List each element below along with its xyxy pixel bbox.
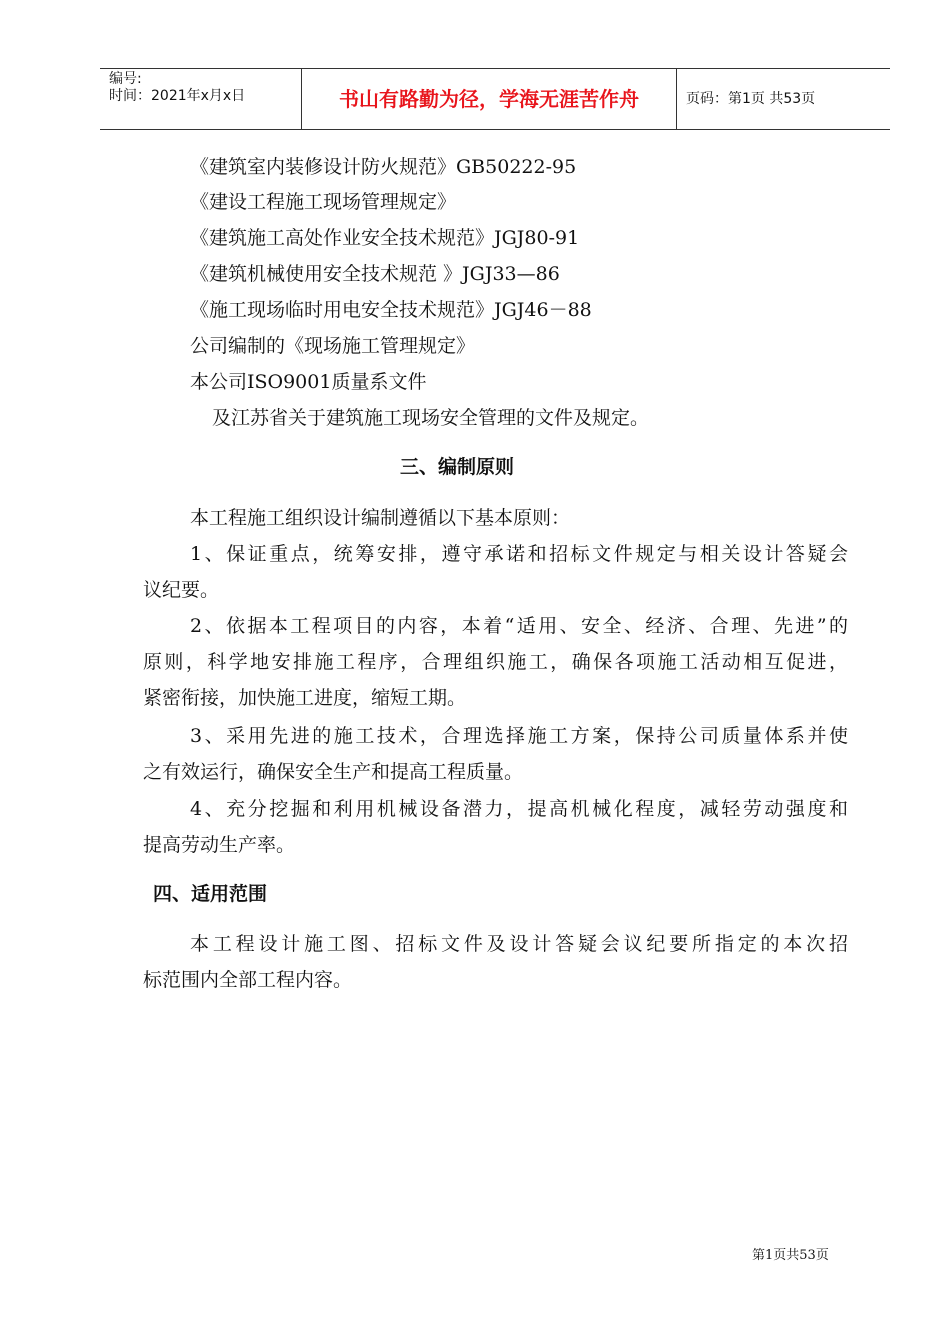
paragraph-line: 之有效运行，确保安全生产和提高工程质量。: [143, 761, 524, 783]
paragraph-line: 议纪要。: [143, 579, 220, 601]
paragraph-line: 本工程施工组织设计编制遵循以下基本原则：: [190, 507, 571, 529]
reference-item: 及江苏省关于建筑施工现场安全管理的文件及规定。: [212, 407, 650, 429]
paragraph-line: 紧密衔接，加快施工进度，缩短工期。: [143, 687, 467, 709]
section-heading: 三、编制原则: [400, 456, 515, 478]
paragraph-line: 标范围内全部工程内容。: [143, 969, 353, 991]
section-heading: 四、适用范围: [153, 883, 268, 905]
paragraph-line: 原则，科学地安排施工程序，合理组织施工，确保各项施工活动相互促进，: [143, 651, 848, 673]
paragraph-line: 4、充分挖掘和利用机械设备潜力，提高机械化程度，减轻劳动强度和: [190, 798, 848, 820]
page-header: [100, 68, 890, 130]
page-footer: 第1页共53页: [752, 1248, 829, 1263]
paragraph-line: 提高劳动生产率。: [143, 834, 296, 856]
reference-item: 《建筑室内装修设计防火规范》GB50222-95: [190, 156, 577, 178]
reference-item: 《建筑施工高处作业安全技术规范》JGJ80-91: [190, 227, 580, 249]
reference-item: 本公司ISO9001质量系文件: [190, 371, 427, 393]
paragraph-line: 3、采用先进的施工技术，合理选择施工方案，保持公司质量体系并使: [190, 725, 848, 747]
reference-item: 《建筑机械使用安全技术规范 》JGJ33—86: [190, 263, 560, 285]
document-time: 时间：2021年x月x日: [109, 88, 246, 104]
reference-item: 《施工现场临时用电安全技术规范》JGJ46－88: [190, 299, 592, 321]
paragraph-line: 本工程设计施工图、招标文件及设计答疑会议纪要所指定的本次招: [190, 933, 848, 955]
reference-item: 《建设工程施工现场管理规定》: [190, 191, 457, 213]
reference-item: 公司编制的《现场施工管理规定》: [190, 335, 476, 357]
header-meta: [100, 69, 301, 131]
document-number-label: 编号:: [109, 71, 142, 87]
header-page-info: 页码：第1页 共53页: [686, 91, 816, 107]
header-motto: 书山有路勤为径，学海无涯苦作舟: [301, 69, 677, 129]
paragraph-line: 1、保证重点，统筹安排，遵守承诺和招标文件规定与相关设计答疑会: [190, 543, 848, 565]
paragraph-line: 2、依据本工程项目的内容，本着“适用、安全、经济、合理、先进”的: [190, 615, 848, 637]
